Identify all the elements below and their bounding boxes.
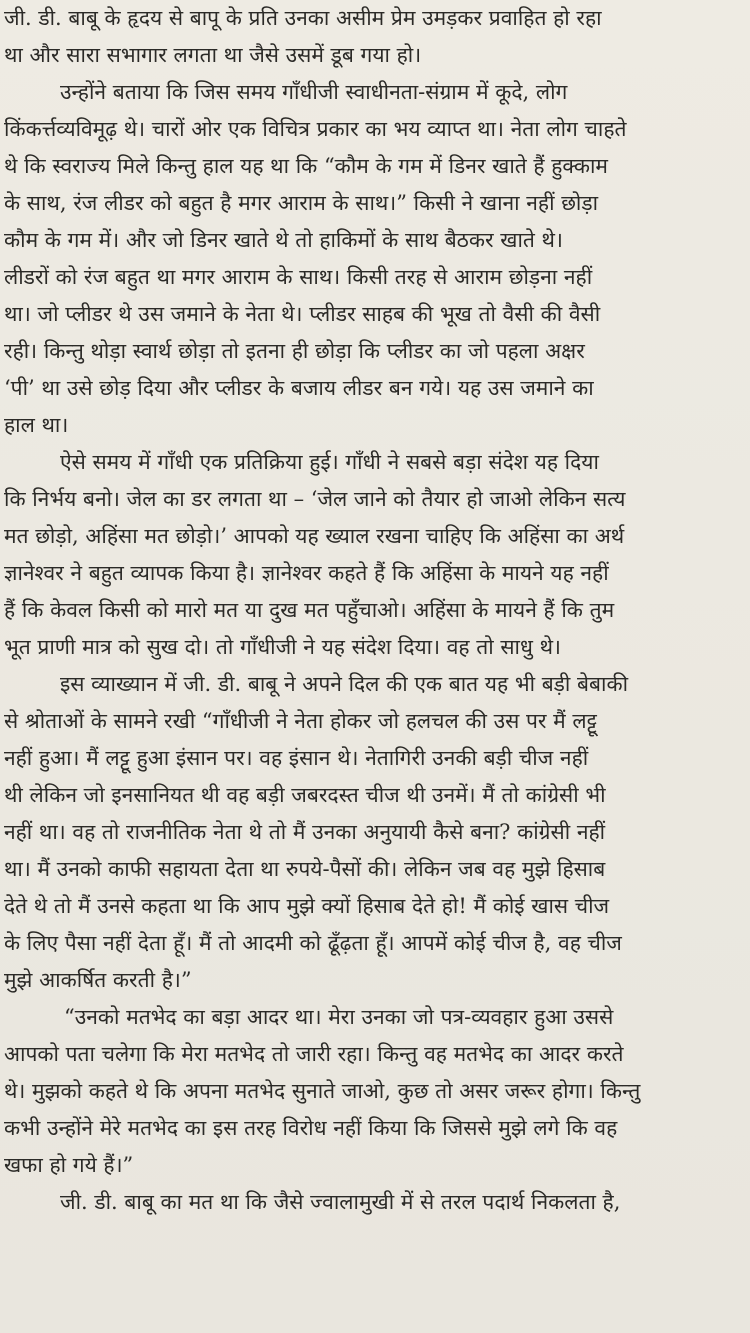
text-line: इस व्याख्यान में जी. डी. बाबू ने अपने दिल की एक बात यह भी बड़ी बेबाकी [60,672,629,696]
text-line: नहीं हुआ। मैं लट्टू हुआ इंसान पर। वह इंसान थे। नेतागिरी उनकी बड़ी चीज नहीं [4,746,589,770]
text-line: ऐसे समय में गाँधी एक प्रतिक्रिया हुई। गाँधी ने सबसे बड़ा संदेश यह दिया [60,450,599,474]
text-line: खफा हो गये हैं।” [4,1153,134,1177]
text-line: था और सारा सभागार लगता था जैसे उसमें डूब गया हो। [4,43,422,67]
text-line: हैं कि केवल किसी को मारो मत या दुख मत पहुँचाओ। अहिंसा के मायने हैं कि तुम [4,598,615,622]
text-line: आपको पता चलेगा कि मेरा मतभेद तो जारी रहा। किन्तु वह मतभेद का आदर करते [4,1042,624,1066]
text-line: मत छोड़ो, अहिंसा मत छोड़ो।’ आपको यह ख्याल रखना चाहिए कि अहिंसा का अर्थ [4,524,625,548]
text-line: के लिए पैसा नहीं देता हूँ। मैं तो आदमी को ढूँढ़ता हूँ। आपमें कोई चीज है, वह चीज [4,931,622,955]
text-line: के साथ, रंज लीडर को बहुत है मगर आराम के साथ।” किसी ने खाना नहीं छोड़ा [4,191,599,215]
text-line: भूत प्राणी मात्र को सुख दो। तो गाँधीजी ने यह संदेश दिया। वह तो साधु थे। [4,635,561,659]
text-line: था। जो प्लीडर थे उस जमाने के नेता थे। प्लीडर साहब की भूख तो वैसी की वैसी [4,302,601,326]
text-line: ‘पी’ था उसे छोड़ दिया और प्लीडर के बजाय लीडर बन गये। यह उस जमाने का [4,376,594,400]
text-line: उन्होंने बताया कि जिस समय गाँधीजी स्वाधीनता-संग्राम में कूदे, लोग [60,80,568,104]
text-line: हाल था। [4,413,69,437]
text-line: थे। मुझको कहते थे कि अपना मतभेद सुनाते जाओ, कुछ तो असर जरूर होगा। किन्तु [4,1079,641,1103]
text-line: था। मैं उनको काफी सहायता देता था रुपये-पैसों की। लेकिन जब वह मुझे हिसाब [4,857,606,881]
body-text [4,0,746,1221]
text-line: कभी उन्होंने मेरे मतभेद का इस तरह विरोध नहीं किया कि जिससे मुझे लगे कि वह [4,1116,618,1140]
text-line: नहीं था। वह तो राजनीतिक नेता थे तो मैं उनका अनुयायी कैसे बना? कांग्रेसी नहीं [4,820,606,844]
text-line: से श्रोताओं के सामने रखी “गाँधीजी ने नेता होकर जो हलचल की उस पर मैं लट्टू [4,709,597,733]
text-line: मुझे आकर्षित करती है।” [4,968,192,992]
text-line: थे कि स्वराज्य मिले किन्तु हाल यह था कि “कौम के गम में डिनर खाते हैं हुक्काम [4,154,608,178]
text-line: रही। किन्तु थोड़ा स्वार्थ छोड़ा तो इतना ही छोड़ा कि प्लीडर का जो पहला अक्षर [4,339,585,363]
text-line: जी. डी. बाबू के हृदय से बापू के प्रति उनका असीम प्रेम उमड़कर प्रवाहित हो रहा [4,6,602,30]
text-line: देते थे तो मैं उनसे कहता था कि आप मुझे क्यों हिसाब देते हो! मैं कोई खास चीज [4,894,610,918]
text-line: ज्ञानेश्वर ने बहुत व्यापक किया है। ज्ञानेश्वर कहते हैं कि अहिंसा के मायने यह नहीं [4,561,609,585]
text-line: जी. डी. बाबू का मत था कि जैसे ज्वालामुखी में से तरल पदार्थ निकलता है, [60,1190,621,1214]
text-line: कौम के गम में। और जो डिनर खाते थे तो हाकिमों के साथ बैठकर खाते थे। [4,228,563,252]
text-line: कि निर्भय बनो। जेल का डर लगता था – ‘जेल जाने को तैयार हो जाओ लेकिन सत्य [4,487,626,511]
text-line: किंकर्त्तव्यविमूढ़ थे। चारों ओर एक विचित्र प्रकार का भय व्याप्त था। नेता लोग चाहते [4,117,627,141]
text-line: थी लेकिन जो इनसानियत थी वह बड़ी जबरदस्त चीज थी उनमें। मैं तो कांग्रेसी भी [4,783,606,807]
text-line: “उनको मतभेद का बड़ा आदर था। मेरा उनका जो पत्र-व्यवहार हुआ उससे [64,1005,614,1029]
text-line: लीडरों को रंज बहुत था मगर आराम के साथ। किसी तरह से आराम छोड़ना नहीं [4,265,593,289]
